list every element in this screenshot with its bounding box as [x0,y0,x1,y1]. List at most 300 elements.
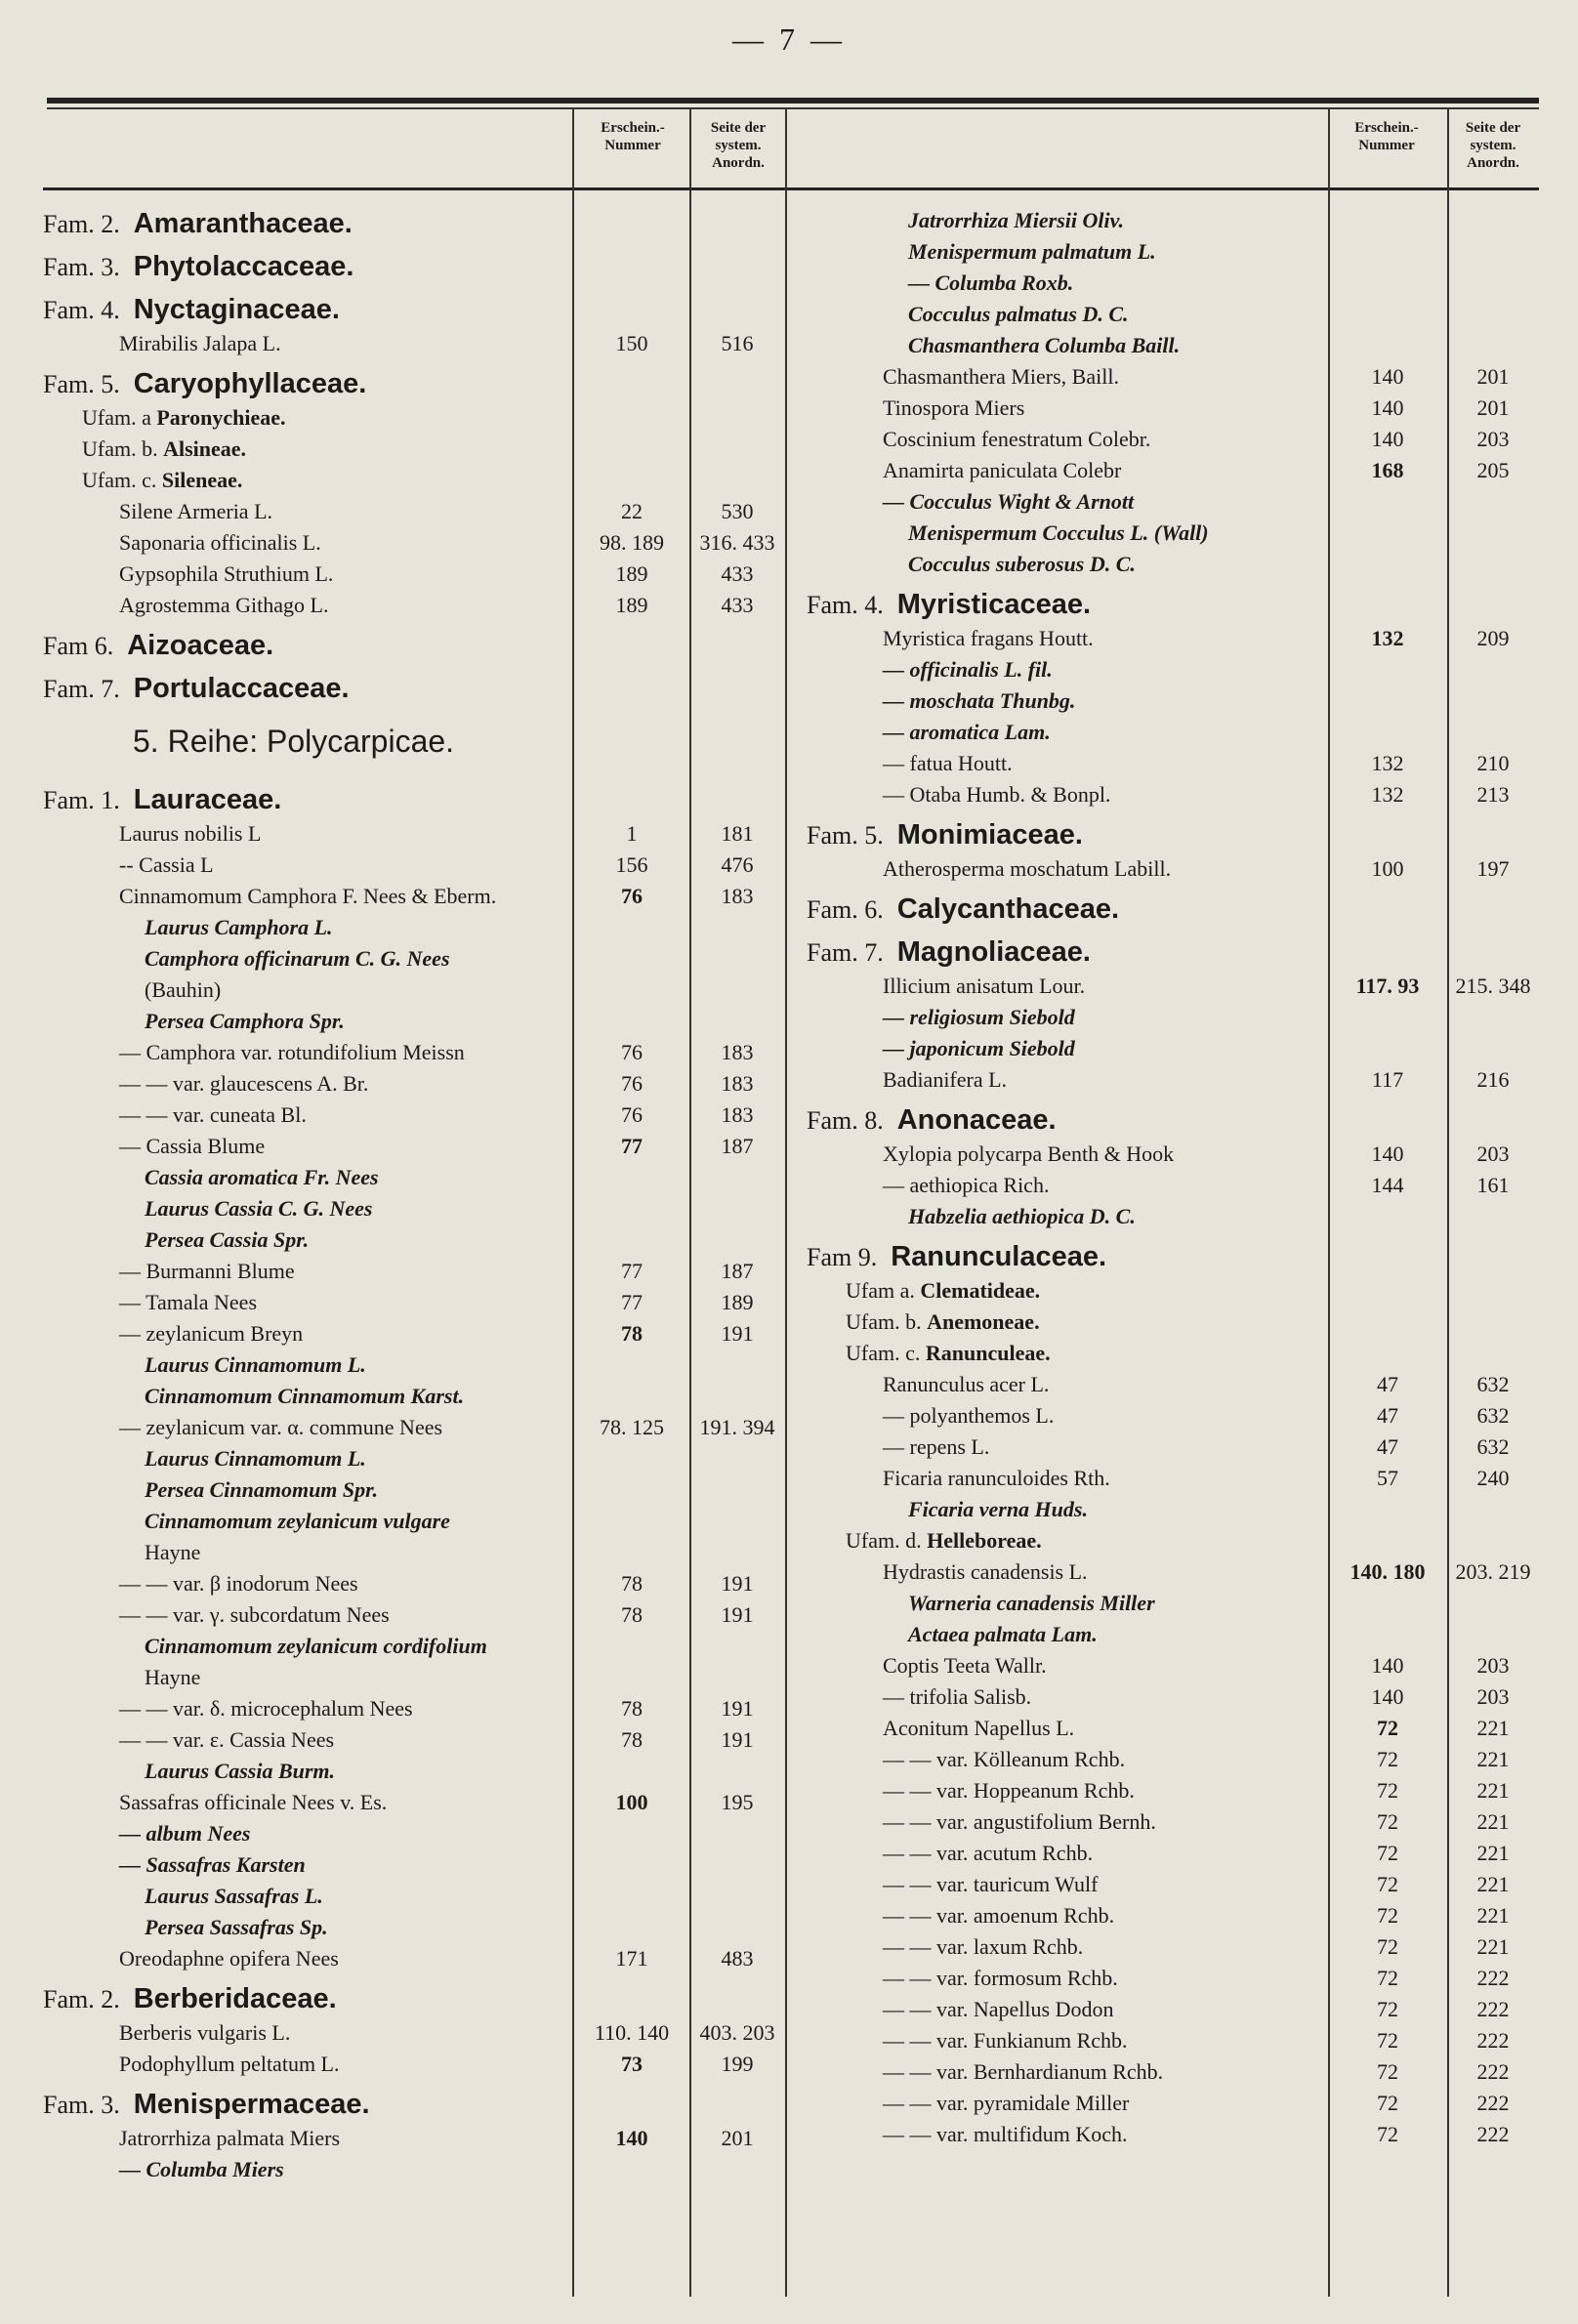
entry-text: Chasmanthera Miers, Baill. [883,364,1119,389]
family-prefix: Fam. 4. [43,296,120,324]
entry-text: — — var. ε. Cassia Nees [119,1727,335,1752]
entry-row [43,1287,785,1318]
entry-text: Anamirta paniculata Colebr [883,458,1122,482]
entry-text: Xylopia polycarpa Benth & Hook [883,1141,1175,1166]
synonym-text: Persea Cinnamomum Spr. [145,1477,379,1502]
entry-row [807,1556,1539,1588]
system-page-number: 201 [1476,395,1510,420]
synonym-text: — religiosum Siebold [883,1005,1075,1029]
family-label [807,1101,1057,1140]
subfamily-prefix: Ufam. d. [846,1528,928,1553]
entry-row [807,1994,1539,2025]
entry-text: Badianifera L. [883,1067,1008,1092]
appearance-number: 76 [621,1040,643,1064]
appearance-number: 100 [1371,856,1404,881]
family-heading [43,205,785,242]
entry-row [807,1650,1539,1681]
system-page-number: 189 [721,1290,754,1314]
appearance-number: 140 [1371,364,1404,389]
synonym-text: Laurus Cinnamomum L. [145,1446,366,1471]
appearance-number: 78 [621,1696,643,1721]
family-prefix: Fam 9. [807,1243,878,1271]
appearance-number: 132 [1371,751,1404,775]
system-page-number: 201 [1476,364,1510,389]
family-heading [43,2086,785,2123]
family-prefix: Fam. 7. [807,938,884,967]
subfamily-label [846,1275,1040,1307]
entry-row [807,393,1539,424]
subfamily-prefix: Ufam. b. [82,436,164,461]
left-page-header: Seite der system. Anordn. [710,120,767,171]
appearance-number: 78. 125 [600,1415,664,1439]
entry-row [43,1631,785,1662]
appearance-number: 117 [1371,1067,1404,1092]
entry-text: — — var. pyramidale Miller [883,2091,1130,2115]
family-label [43,248,353,286]
appearance-number: 76 [621,1102,643,1127]
synonym-text: Persea Cassia Spr. [145,1227,310,1252]
subfamily-name: Anemoneae. [927,1309,1040,1334]
entry-text: — Otaba Humb. & Bonpl. [883,782,1111,807]
appearance-number: 72 [1377,1841,1398,1865]
entry-row [43,1849,785,1881]
entry-row [807,2119,1539,2150]
entry-row [43,1193,785,1224]
synonym-text: Chasmanthera Columba Baill. [908,333,1181,357]
family-name: Ranunculaceae. [891,1241,1107,1272]
family-heading [807,891,1539,928]
synonym-text: — officinalis L. fil. [883,657,1053,682]
subfamily-heading [43,465,785,496]
family-name: Portulaccaceae. [133,673,350,704]
system-page-number: 183 [721,1071,754,1096]
synonym-text: Cinnamomum zeylanicum vulgare [145,1509,450,1533]
entry-row [807,623,1539,654]
family-label [807,934,1091,972]
entry-row [807,549,1539,580]
entry-row [807,424,1539,455]
entry-text: Atherosperma moschatum Labill. [883,856,1172,881]
entry-row [807,1588,1539,1619]
appearance-number: 73 [621,2052,643,2076]
synonym-text: — Columba Miers [119,2157,284,2181]
left-column [43,205,785,2185]
family-name: Berberidaceae. [133,1983,337,2014]
synonym-text: Cassia aromatica Fr. Nees [145,1165,379,1189]
system-page-number: 191 [721,1727,754,1752]
family-prefix: Fam 6. [43,632,114,660]
entry-text: — — var. multifidum Koch. [883,2122,1128,2146]
entry-row [807,748,1539,779]
family-name: Caryophyllaceae. [133,368,367,399]
subfamily-label [846,1338,1051,1369]
system-page-number: 201 [721,2126,754,2150]
entry-row [43,1443,785,1474]
subfamily-prefix: Ufam. c. [82,468,162,492]
entry-row [807,299,1539,330]
entry-row [807,455,1539,486]
entry-row [43,943,785,975]
divider-center [785,109,787,2297]
entry-row [807,330,1539,361]
appearance-number: 76 [621,884,643,908]
appearance-number: 77 [621,1290,643,1314]
family-label [43,2086,370,2124]
family-heading [43,781,785,818]
appearance-number: 100 [615,1790,648,1814]
entry-text: Tinospora Miers [883,395,1025,420]
appearance-number: 72 [1377,1997,1398,2021]
system-page-number: 183 [721,1102,754,1127]
entry-text: — — var. Bernhardianum Rchb. [883,2059,1164,2084]
appearance-number: 171 [615,1946,648,1971]
appearance-number: 140. 180 [1350,1559,1426,1584]
synonym-text: Ficaria verna Huds. [908,1497,1088,1521]
appearance-number: 144 [1371,1173,1404,1197]
entry-row [807,2025,1539,2056]
appearance-number: 140 [1371,1684,1404,1709]
entry-row [807,1900,1539,1931]
subfamily-label [846,1307,1040,1338]
appearance-number: 72 [1377,1778,1398,1803]
synonym-text: Laurus Sassafras L. [145,1884,323,1908]
subfamily-name: Alsineae. [163,436,247,461]
family-name: Myristicaceae. [896,589,1092,620]
appearance-number: 76 [621,1071,643,1096]
entry-row [43,1037,785,1068]
entry-row [43,2049,785,2080]
entry-row [43,527,785,559]
system-page-number: 433 [721,593,754,617]
entry-row [43,1224,785,1256]
synonym-text: Cinnamomum zeylanicum cordifolium [145,1634,487,1658]
subfamily-prefix: Ufam a. [846,1278,921,1303]
entry-row [807,1775,1539,1806]
family-heading [807,1101,1539,1139]
subfamily-prefix: Ufam. a [82,405,157,430]
family-label [43,1980,337,2018]
entry-row [43,1318,785,1349]
entry-row [43,2154,785,2185]
entry-text: — — var. angustifolium Bernh. [883,1809,1156,1834]
system-page-number: 205 [1476,458,1510,482]
entry-row [43,1693,785,1724]
entry-row [807,1170,1539,1201]
system-page-number: 191 [721,1696,754,1721]
system-page-number: 213 [1476,782,1510,807]
entry-text: Myristica fragans Houtt. [883,626,1094,650]
entry-row [43,1943,785,1974]
system-page-number: 191. 394 [699,1415,775,1439]
entry-row [43,1474,785,1506]
system-page-number: 210 [1476,751,1510,775]
synonym-text: — japonicum Siebold [883,1036,1075,1060]
appearance-number: 78 [621,1321,643,1346]
entry-row [807,1619,1539,1650]
system-page-number: 221 [1476,1716,1510,1740]
appearance-number: 77 [621,1259,643,1283]
entry-row [807,685,1539,717]
system-page-number: 221 [1476,1747,1510,1771]
entry-row [43,1349,785,1381]
appearance-number: 72 [1377,1903,1398,1928]
appearance-number: 78 [621,1602,643,1627]
system-page-number: 476 [721,852,754,877]
system-page-number: 187 [721,1259,754,1283]
system-page-number: 221 [1476,1841,1510,1865]
entry-text: Hayne [145,1540,201,1564]
system-page-number: 222 [1476,2059,1510,2084]
appearance-number: 1 [626,821,638,846]
entry-text: — fatua Houtt. [883,751,1013,775]
subfamily-prefix: Ufam. b. [846,1309,928,1334]
left-number-header: Erschein.- Nummer [601,120,665,153]
entry-text: — — var. formosum Rchb. [883,1966,1118,1990]
synonym-text: Cocculus palmatus D. C. [908,302,1129,326]
entry-text: — — var. acutum Rchb. [883,1841,1094,1865]
appearance-number: 47 [1377,1372,1398,1396]
entry-text: Illicium anisatum Lour. [883,974,1086,998]
appearance-number: 72 [1377,2091,1398,2115]
family-heading [43,670,785,707]
entry-row [43,1537,785,1568]
appearance-number: 156 [615,852,648,877]
entry-row [807,1064,1539,1096]
entry-row [43,1662,785,1693]
subfamily-heading [807,1338,1539,1369]
family-prefix: Fam. 3. [43,2091,120,2119]
synonym-text: — album Nees [119,1821,251,1846]
family-label [43,291,340,329]
entry-text: Oreodaphne opifera Nees [119,1946,339,1971]
entry-row [807,236,1539,268]
entry-row [807,779,1539,810]
appearance-number: 72 [1377,1809,1398,1834]
right-column [807,205,1539,2150]
entry-text: Agrostemma Githago L. [119,593,329,617]
system-page-number: 222 [1476,1966,1510,1990]
subfamily-heading [807,1307,1539,1338]
entry-row [43,1881,785,1912]
system-page-number: 222 [1476,1997,1510,2021]
appearance-number: 72 [1377,2028,1398,2053]
entry-row [43,1100,785,1131]
entry-text: — — var. Funkianum Rchb. [883,2028,1128,2053]
subfamily-heading [43,434,785,465]
entry-row [43,1412,785,1443]
family-prefix: Fam. 3. [43,253,120,281]
entry-row [807,1432,1539,1463]
entry-row [43,1724,785,1756]
family-prefix: Fam. 7. [43,675,120,703]
family-name: Phytolaccaceae. [133,251,354,282]
family-label [807,891,1119,929]
entry-text: — — var. laxum Rchb. [883,1934,1084,1959]
family-heading [43,248,785,285]
entry-row [43,1818,785,1849]
entry-row [807,1869,1539,1900]
entry-row [807,1400,1539,1432]
subfamily-heading [807,1275,1539,1307]
family-prefix: Fam. 2. [43,1985,120,2013]
system-page-number: 530 [721,499,754,523]
right-page-header: Seite der system. Anordn. [1465,120,1521,171]
system-page-number: 181 [721,821,754,846]
appearance-number: 72 [1377,1934,1398,1959]
system-page-number: 240 [1476,1466,1510,1490]
entry-row [43,1568,785,1599]
system-page-number: 197 [1476,856,1510,881]
entry-text: Coscinium fenestratum Colebr. [883,427,1151,451]
entry-row [807,1681,1539,1713]
appearance-number: 72 [1377,1747,1398,1771]
entry-row [807,1963,1539,1994]
entry-text: — Camphora var. rotundifolium Meissn [119,1040,465,1064]
entry-row [43,1068,785,1100]
entry-text: — — var. Kölleanum Rchb. [883,1747,1126,1771]
entry-row [807,2056,1539,2088]
system-page-number: 203 [1476,427,1510,451]
family-name: Amaranthaceae. [133,208,353,239]
entry-text: — Burmanni Blume [119,1259,295,1283]
entry-text: Mirabilis Jalapa L. [119,331,281,355]
subfamily-name: Clematideae. [920,1278,1041,1303]
synonym-text: — aromatica Lam. [883,720,1051,744]
appearance-number: 140 [615,2126,648,2150]
synonym-text: — moschata Thunbg. [883,688,1076,713]
entry-row [807,1744,1539,1775]
family-label [43,781,281,819]
entry-row [43,818,785,850]
appearance-number: 57 [1377,1466,1398,1490]
page-number: — 7 — [732,21,846,57]
family-prefix: Fam. 5. [43,370,120,398]
subfamily-heading [43,402,785,434]
entry-text: — repens L. [883,1434,990,1459]
system-page-number: 222 [1476,2122,1510,2146]
appearance-number: 168 [1371,458,1404,482]
system-page-number: 221 [1476,1809,1510,1834]
system-page-number: 191 [721,1321,754,1346]
appearance-number: 72 [1377,1872,1398,1896]
synonym-text: Laurus Camphora L. [145,915,333,939]
entry-row [807,2088,1539,2119]
entry-text: -- Cassia L [119,852,214,877]
entry-row [807,205,1539,236]
appearance-number: 77 [621,1134,643,1158]
entry-row [43,2017,785,2049]
appearance-number: 78 [621,1727,643,1752]
entry-row [807,361,1539,393]
entry-row [807,1369,1539,1400]
synonym-text: Laurus Cassia Burm. [145,1759,336,1783]
family-heading [807,934,1539,971]
entry-row [43,1006,785,1037]
system-page-number: 203 [1476,1653,1510,1678]
entry-row [807,1494,1539,1525]
appearance-number: 132 [1371,626,1404,650]
system-page-number: 222 [1476,2028,1510,2053]
entry-row [43,559,785,590]
synonym-text: Warneria canadensis Miller [908,1591,1155,1615]
entry-text: Ficaria ranunculoides Rth. [883,1466,1110,1490]
family-label [43,627,273,665]
appearance-number: 22 [621,499,643,523]
synonym-text: Cocculus suberosus D. C. [908,552,1136,576]
entry-row [807,1201,1539,1232]
family-name: Magnoliaceae. [896,936,1091,968]
family-name: Lauraceae. [133,784,282,815]
entry-row [43,496,785,527]
system-page-number: 483 [721,1946,754,1971]
top-rule [47,98,1539,104]
synonym-text: — Columba Roxb. [908,270,1074,295]
family-name: Aizoaceae. [127,630,274,661]
system-page-number: 191 [721,1602,754,1627]
entry-text: Hayne [145,1665,201,1689]
entry-text: — — var. cuneata Bl. [119,1102,307,1127]
system-page-number: 221 [1476,1934,1510,1959]
synonym-text: Menispermum palmatum L. [908,239,1156,264]
appearance-number: 150 [615,331,648,355]
subfamily-prefix: Ufam. c. [846,1341,926,1365]
family-name: Menispermaceae. [133,2089,370,2120]
entry-text: — — var. tauricum Wulf [883,1872,1099,1896]
family-label [43,670,350,708]
entry-row [43,2123,785,2154]
system-page-number: 187 [721,1134,754,1158]
subfamily-label [82,465,242,496]
entry-text: Aconitum Napellus L. [883,1716,1075,1740]
appearance-number: 117. 93 [1355,974,1420,998]
synonym-text: Menispermum Cocculus L. (Wall) [908,520,1209,545]
entry-row [807,1931,1539,1963]
family-prefix: Fam. 8. [807,1106,884,1135]
entry-row [43,1599,785,1631]
entry-row [43,1256,785,1287]
family-label [43,365,366,403]
family-label [43,205,353,243]
family-name: Anonaceae. [896,1104,1057,1136]
synonym-text: Actaea palmata Lam. [908,1622,1098,1646]
entry-row [43,590,785,621]
series-heading: 5. Reihe: Polycarpicae. [133,724,455,759]
entry-text: — Cassia Blume [119,1134,266,1158]
system-page-number: 403. 203 [699,2020,775,2045]
entry-row [43,1381,785,1412]
entry-text: — — var. Hoppeanum Rchb. [883,1778,1135,1803]
top-rule-thin [47,107,1539,109]
family-name: Calycanthaceae. [896,893,1120,925]
entry-text: — — var. amoenum Rchb. [883,1903,1115,1928]
family-heading [43,1980,785,2017]
entry-row [807,1838,1539,1869]
system-page-number: 183 [721,884,754,908]
subfamily-label [82,402,286,434]
system-page-number: 195 [721,1790,754,1814]
family-prefix: Fam. 1. [43,786,120,814]
header-rule [43,187,1539,190]
entry-row [807,1002,1539,1033]
system-page-number: 222 [1476,2091,1510,2115]
entry-text: (Bauhin) [145,977,222,1002]
appearance-number: 140 [1371,1653,1404,1678]
entry-text: — — var. Napellus Dodon [883,1997,1114,2021]
synonym-text: — Sassafras Karsten [119,1852,306,1877]
entry-text: Silene Armeria L. [119,499,273,523]
appearance-number: 98. 189 [600,530,664,555]
synonym-text: Persea Camphora Spr. [145,1009,345,1033]
